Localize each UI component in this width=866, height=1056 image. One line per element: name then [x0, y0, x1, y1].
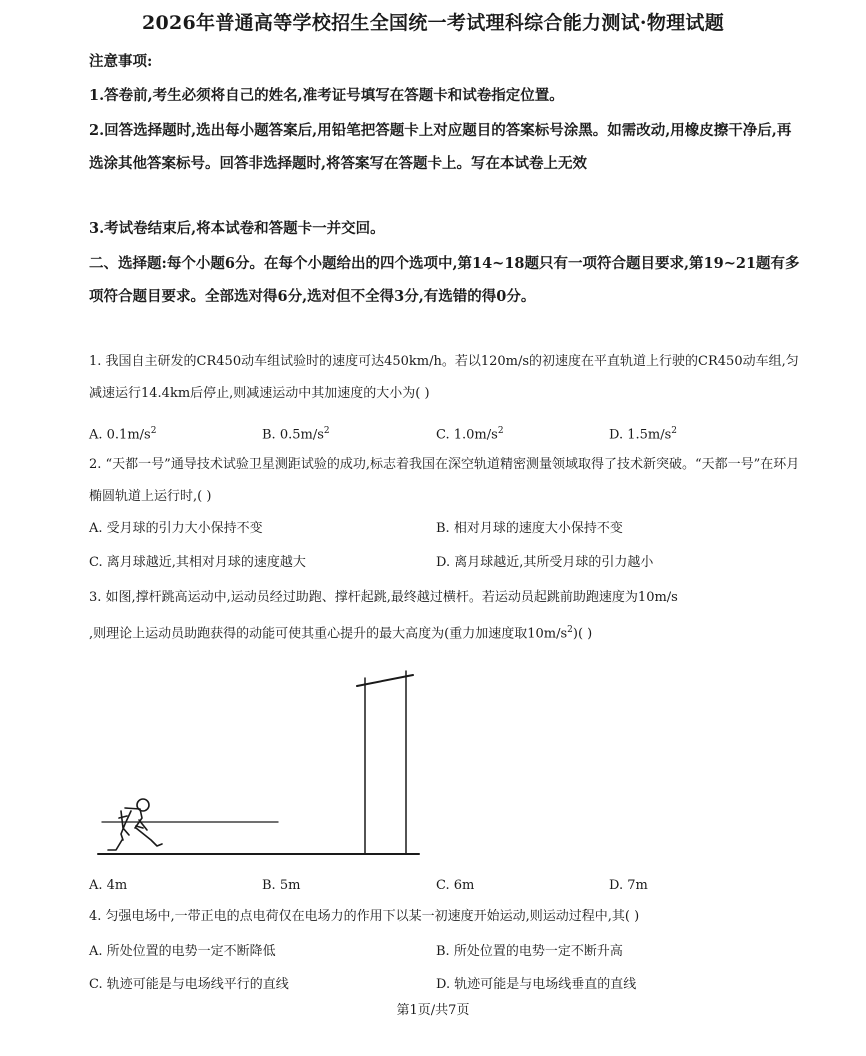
question-2-option-a[interactable]: A. 受月球的引力大小保持不变: [89, 521, 263, 536]
runner-figure: [108, 799, 162, 850]
question-1-stem: 1. 我国自主研发的CR450动车组试验时的速度可达450km/h。若以120m/s的初速度在平直轨道上行驶的CR450动车组,匀减速运行14.4km后停止,则减速运动中其加速度的大小为( ): [89, 354, 799, 401]
notice-item-3: 3.考试卷结束后,将本试卷和答题卡一并交回。: [89, 220, 385, 237]
question-2-option-d[interactable]: D. 离月球越近,其所受月球的引力越小: [436, 555, 654, 570]
question-1-option-d[interactable]: D. $1.5m/s^2$: [609, 426, 678, 443]
question-1-option-a[interactable]: A. $0.1m/s^2$: [89, 426, 157, 443]
notice-heading: 注意事项:: [89, 53, 153, 70]
question-3-option-c[interactable]: C. 6m: [436, 878, 475, 893]
question-3-option-d[interactable]: D. 7m: [609, 878, 648, 893]
question-3-stem-line-1: 3. 如图,撑杆跳高运动中,运动员经过助跑、撑杆起跳,最终越过横杆。若运动员起跳前助跑速度为10m/s: [89, 590, 678, 605]
question-2-option-b[interactable]: B. 相对月球的速度大小保持不变: [436, 521, 623, 536]
question-1-option-c[interactable]: C. $1.0m/s^2$: [436, 426, 504, 443]
exam-title: 2026年普通高等学校招生全国统一考试理科综合能力测试·物理试题: [141, 12, 725, 34]
question-3-option-a[interactable]: A. 4m: [89, 878, 128, 893]
question-3-option-b[interactable]: B. 5m: [262, 878, 301, 893]
question-2-stem: 2. “天都一号”通导技术试验卫星测距试验的成功,标志着我国在深空轨道精密测量领域取得了技术新突破。“天都一号”在环月椭圆轨道上运行时,( ): [89, 457, 800, 504]
pole-vault-figure: [95, 668, 425, 863]
question-1-option-b[interactable]: B. $0.5m/s^2$: [262, 426, 330, 443]
question-4-option-a[interactable]: A. 所处位置的电势一定不断降低: [89, 944, 276, 959]
question-4-option-d[interactable]: D. 轨迹可能是与电场线垂直的直线: [436, 977, 637, 992]
section-instructions: 二、选择题:每个小题6分。在每个小题给出的四个选项中,第14~18题只有一项符合题目要求,第19~21题有多项符合题目要求。全部选对得6分,选对但不全得3分,有选错的得0分。: [89, 255, 800, 305]
notice-item-1: 1.答卷前,考生必须将自己的姓名,准考证号填写在答题卡和试卷指定位置。: [89, 87, 564, 104]
notice-item-2: 2.回答选择题时,选出每小题答案后,用铅笔把答题卡上对应题目的答案标号涂黑。如需改动,用橡皮擦干净后,再选涂其他答案标号。回答非选择题时,将答案写在答题卡上。写在本试卷上无效: [89, 122, 792, 172]
question-3-stem-line-2: ,则理论上运动员助跑获得的动能可使其重心提升的最大高度为(重力加速度取$10m/s^2$)( ): [89, 625, 593, 642]
question-2-option-c[interactable]: C. 离月球越近,其相对月球的速度越大: [89, 555, 306, 570]
question-4-option-c[interactable]: C. 轨迹可能是与电场线平行的直线: [89, 977, 289, 992]
page-number: 第1页/共7页: [396, 1003, 470, 1018]
question-4-stem: 4. 匀强电场中,一带正电的点电荷仅在电场力的作用下以某一初速度开始运动,则运动过程中,其( ): [89, 909, 640, 924]
question-4-option-b[interactable]: B. 所处位置的电势一定不断升高: [436, 944, 623, 959]
